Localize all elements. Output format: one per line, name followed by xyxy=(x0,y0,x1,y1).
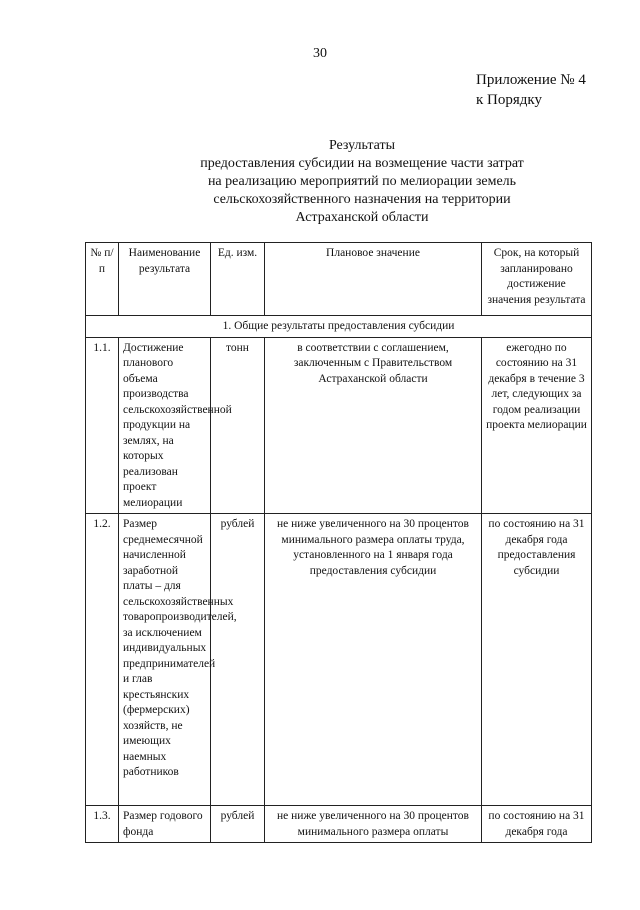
row-deadline: по состоянию на 31 декабря года предоставления субсидии xyxy=(482,514,592,806)
title-line: Астраханской области xyxy=(295,210,429,225)
appendix-reference xyxy=(476,70,586,110)
row-num: 1.2. xyxy=(86,514,119,806)
header-num: № п/п xyxy=(86,243,119,316)
page-number: 30 xyxy=(313,46,327,61)
row-name: Достижение планового объема производства сельскохозяйственной продукции на землях, на которых реализован проект мелиорации xyxy=(119,337,211,514)
title-line: на реализацию мероприятий по мелиорации земель xyxy=(207,174,517,189)
header-unit: Ед. изм. xyxy=(211,243,265,316)
section-row xyxy=(86,316,592,338)
row-unit: рублей xyxy=(211,806,265,843)
row-unit: тонн xyxy=(211,337,265,514)
row-plan: в соответствии с соглашением, заключенным с Правительством Астраханской области xyxy=(265,337,482,514)
row-unit: рублей xyxy=(211,514,265,806)
results-table xyxy=(85,242,592,843)
table-row xyxy=(86,337,592,514)
row-num: 1.1. xyxy=(86,337,119,514)
row-name: Размер годового фонда xyxy=(119,806,211,843)
document-title xyxy=(160,137,564,227)
row-num: 1.3. xyxy=(86,806,119,843)
title-line: сельскохозяйственного назначения на территории xyxy=(213,192,511,207)
row-deadline: ежегодно по состоянию на 31 декабря в течение 3 лет, следующих за годом реализации проекта мелиорации xyxy=(482,337,592,514)
row-deadline: по состоянию на 31 декабря года xyxy=(482,806,592,843)
header-deadline: Срок, на который запланировано достижение значения результата xyxy=(482,243,592,316)
table-row xyxy=(86,806,592,843)
appendix-line: Приложение № 4 xyxy=(476,72,586,88)
header-name: Наименование результата xyxy=(119,243,211,316)
row-name: Размер среднемесячной начисленной заработной платы – для сельскохозяйственных товаропроизводителей, за исключением индивидуальных предпринимателей и глав крестьянских (фермерских) хозяйств, не имеющих наемных работников xyxy=(119,514,211,806)
title-line: предоставления субсидии на возмещение части затрат xyxy=(200,156,524,171)
table-header-row xyxy=(86,243,592,316)
header-plan: Плановое значение xyxy=(265,243,482,316)
appendix-line: к Порядку xyxy=(476,92,542,108)
title-line: Результаты xyxy=(328,138,396,153)
table-row xyxy=(86,514,592,806)
section-title: 1. Общие результаты предоставления субсидии xyxy=(86,316,592,338)
row-plan: не ниже увеличенного на 30 процентов минимального размера оплаты xyxy=(265,806,482,843)
row-plan: не ниже увеличенного на 30 процентов минимального размера оплаты труда, установленного на 1 января года предоставления субсидии xyxy=(265,514,482,806)
